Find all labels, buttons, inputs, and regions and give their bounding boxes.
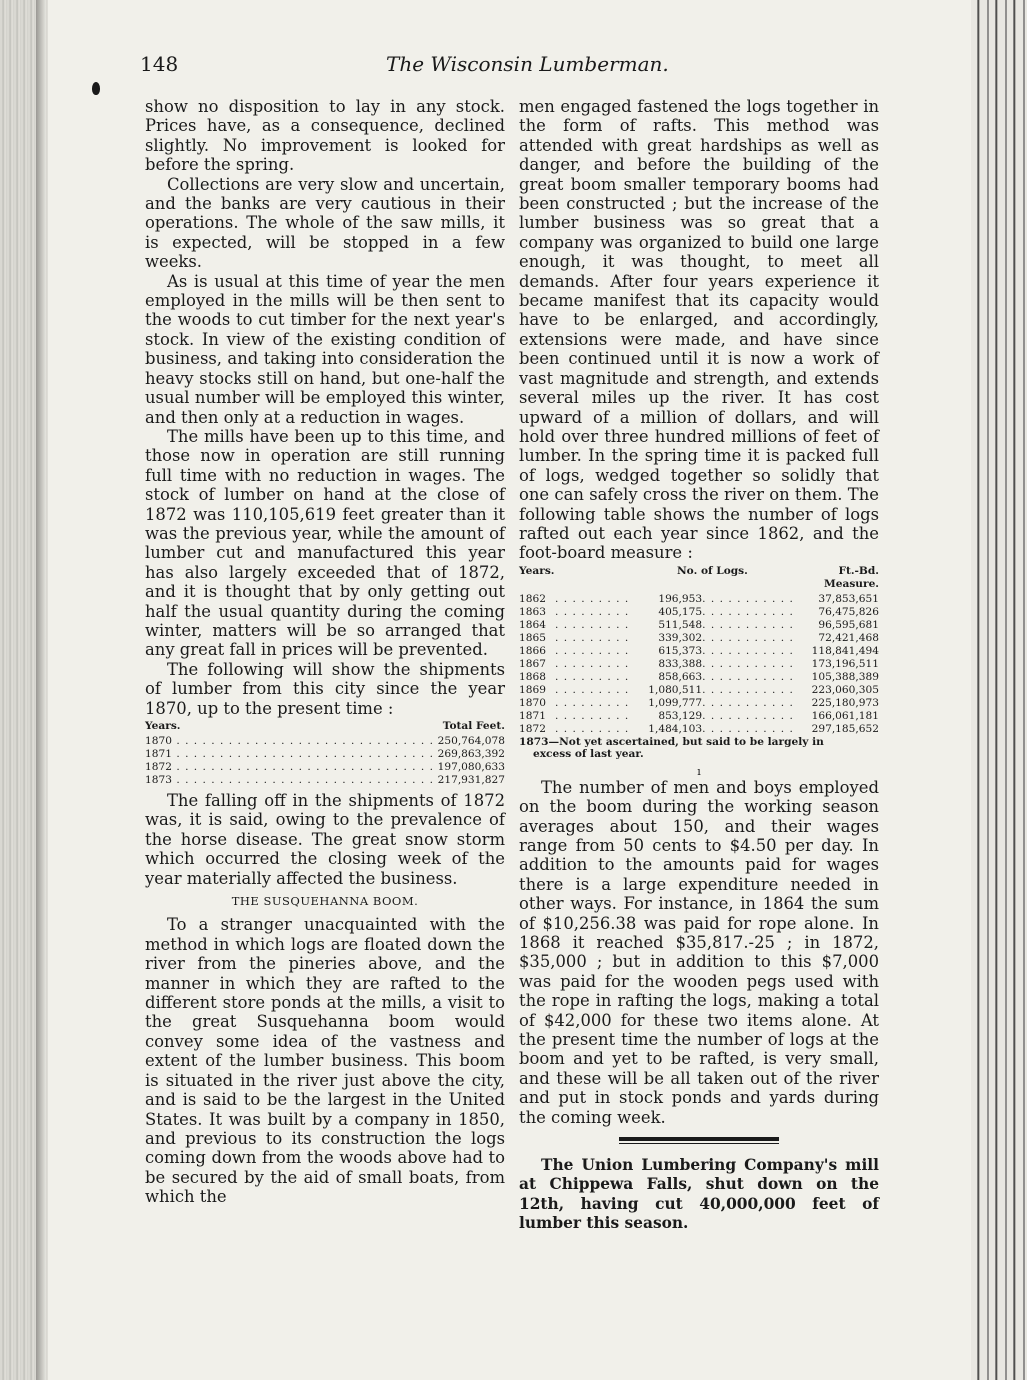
column-header-logs: No. of Logs. [677, 564, 748, 577]
leader-dots [555, 593, 632, 606]
year-cell: 1863 [519, 605, 546, 618]
year-cell: 1864 [519, 618, 546, 631]
leader-dots [702, 710, 797, 723]
table-row [519, 697, 879, 710]
leader-dots [702, 684, 797, 697]
year-cell: 1867 [519, 657, 546, 670]
measure-cell: 96,595,681 [818, 618, 879, 631]
year-cell: 1873 . . . [145, 774, 438, 787]
table-row [519, 723, 879, 736]
table-row [145, 748, 505, 761]
column-header-total-feet: Total Feet. [442, 720, 505, 732]
table-header [519, 565, 879, 591]
leader-dots [702, 619, 797, 632]
paragraph: Collections are very slow and uncertain, and the banks are very cautious in their operations. The whole of the saw mills, it is expected, will be stopped in a few weeks. [145, 174, 505, 272]
paragraph: show no disposition to lay in any stock. Prices have, as a consequence, declined slightly. No improvement is looked for before the spring. [145, 97, 505, 175]
leader-dots [555, 723, 632, 736]
table-row [519, 632, 879, 645]
leader-dots [555, 697, 632, 710]
year-cell: 1869 [519, 683, 546, 696]
measure-cell: 118,841,494 [811, 644, 879, 657]
table-row [519, 658, 879, 671]
logs-cell: 339,302 [658, 631, 703, 644]
section-rule-thin [619, 1143, 779, 1144]
leader-dots [555, 645, 632, 658]
measure-cell: 76,475,826 [818, 605, 879, 618]
table-row [519, 606, 879, 619]
paragraph: The falling off in the shipments of 1872 was, it is said, owing to the prevalence of the horse disease. The great snow storm which occurred the closing week of the year materially affected the business. [145, 791, 505, 888]
logs-cell: 833,388 [658, 657, 703, 670]
section-heading: THE SUSQUEHANNA BOOM. [231, 894, 419, 909]
paragraph: The following will show the shipments of lumber from this city since the year 1870, up to the present time : [145, 659, 505, 718]
year-cell: 1872 [519, 722, 546, 735]
year-cell: 1872 . . . [145, 761, 438, 774]
ink-blot-mark [92, 82, 100, 95]
logs-rafted-table [519, 565, 879, 760]
shipments-table [145, 720, 505, 787]
logs-cell: 858,663 [658, 670, 703, 683]
leader-dots [555, 710, 632, 723]
logs-cell: 511,548 [658, 618, 703, 631]
table-header [145, 720, 505, 733]
column-header-measure: Ft.-Bd. Measure. [823, 564, 879, 590]
news-item-paragraph: The Union Lumbering Company's mill at Chippewa Falls, shut down on the 12th, having cut 40,000,000 feet of lumber this season. [519, 1156, 879, 1233]
feet-cell: 250,764,078 [437, 735, 505, 747]
measure-cell: 72,421,468 [818, 631, 879, 644]
table-note: 1873—Not yet ascertained, but said to be largely in [519, 735, 824, 748]
measure-cell: 297,185,652 [811, 722, 879, 735]
logs-cell: 1,080,511 [648, 683, 703, 696]
leader-dots [702, 697, 797, 710]
logs-cell: 1,099,777 [648, 696, 703, 709]
stray-mark: ı [697, 764, 701, 778]
table-row [519, 671, 879, 684]
logs-cell: 615,373 [658, 644, 703, 657]
year-cell: 1871 [519, 709, 546, 722]
measure-cell: 173,196,511 [811, 657, 879, 670]
section-rule-thick [619, 1137, 779, 1141]
paragraph: To a stranger unacquainted with the method in which logs are floated down the river from the pineries above, and the manner in which they are rafted to the different store ponds at the mills, a visit to the great Susquehanna boom would convey some idea of the vastness and extent of the lumber business. This boom is situated in the river just above the city, and is said to be the largest in the United States. It was built by a company in 1850, and previous to its construction the logs coming down from the woods above had to be secured by the aid of small boats, from which the [145, 915, 505, 1207]
logs-cell: 853,129 [658, 709, 703, 722]
year-cell: 1868 [519, 670, 546, 683]
page-edge-scan [971, 0, 1027, 1380]
leader-dots [702, 632, 797, 645]
table-row [519, 619, 879, 632]
table-note-continued: excess of last year. [533, 747, 644, 760]
measure-cell: 105,388,389 [811, 670, 879, 683]
year-cell: 1870 [519, 696, 546, 709]
leader-dots [555, 684, 632, 697]
page-number: 148 [140, 52, 179, 76]
table-row [519, 684, 879, 697]
logs-cell: 405,175 [658, 605, 703, 618]
table-row [519, 593, 879, 606]
year-cell: 1865 [519, 631, 546, 644]
binding-gutter [0, 0, 48, 1380]
logs-cell: 1,484,103 [648, 722, 703, 735]
feet-cell: 197,080,633 [437, 761, 505, 773]
table-row [145, 774, 505, 787]
leader-dots [702, 723, 797, 736]
year-cell: 1866 [519, 644, 546, 657]
table-row [145, 735, 505, 748]
table-row [519, 645, 879, 658]
leader-dots [555, 658, 632, 671]
leader-dots [702, 658, 797, 671]
right-column [519, 97, 879, 1234]
table-row [519, 710, 879, 723]
running-header [140, 52, 880, 82]
leader-dots [555, 606, 632, 619]
left-column [145, 97, 505, 1207]
paragraph: men engaged fastened the logs together in the form of rafts. This method was attended with great hardships as well as danger, and before the building of the great boom smaller temporary booms had been constructed ; but the increase of the lumber business was so great that a company was organized to build one large enough, it was thought, to meet all demands. After four years experience it became manifest that its capacity would have to be enlarged, and accordingly, extensions were made, and have since been continued until it is now a work of vast magnitude and strength, and extends several miles up the river. It has cost upward of a million of dollars, and will hold over three hundred millions of feet of lumber. In the spring time it is packed full of logs, wedged together so solidly that one can safely cross the river on them. The following table shows the number of logs rafted out each year since 1862, and the foot-board measure : [519, 97, 879, 563]
leader-dots [555, 632, 632, 645]
feet-cell: 269,863,392 [437, 748, 505, 760]
year-cell: 1870 . . . [145, 735, 438, 748]
leader-dots [555, 671, 632, 684]
column-header-years: Years. [519, 564, 555, 577]
running-title: The Wisconsin Lumberman. [386, 52, 669, 76]
measure-cell: 37,853,651 [818, 592, 879, 605]
leader-dots [702, 645, 797, 658]
feet-cell: 217,931,827 [437, 774, 505, 786]
leader-dots [555, 619, 632, 632]
year-cell: 1862 [519, 592, 546, 605]
measure-cell: 225,180,973 [811, 696, 879, 709]
measure-cell: 223,060,305 [811, 683, 879, 696]
paragraph: As is usual at this time of year the men employed in the mills will be then sent to the woods to cut timber for the next year's stock. In view of the existing condition of business, and taking into consideration the heavy stocks still on hand, but one-half the usual number will be employed this winter, and then only at a reduction in wages. [145, 271, 505, 427]
paragraph: The mills have been up to this time, and those now in operation are still running full time with no reduction in wages. The stock of lumber on hand at the close of 1872 was 110,105,619 feet greater than it was the previous year, while the amount of lumber cut and manufactured this year has also largely exceeded that of 1872, and it is thought that by only getting out half the usual quantity during the coming winter, matters will be so arranged that any great fall in prices will be prevented. [145, 426, 505, 660]
year-cell: 1871 . . . [145, 748, 438, 761]
logs-cell: 196,953 [658, 592, 703, 605]
column-header-years: Years. [145, 720, 181, 732]
leader-dots [702, 671, 797, 684]
measure-cell: 166,061,181 [811, 709, 879, 722]
table-row [145, 761, 505, 774]
leader-dots [702, 593, 797, 606]
paragraph: The number of men and boys employed on the boom during the working season averages about 150, and their wages range from 50 cents to $4.50 per day. In addition to the amounts paid for wages there is a large expenditure needed in other ways. For instance, in 1864 the sum of $10,256.38 was paid for rope alone. In 1868 it reached $35,817.-25 ; in 1872, $35,000 ; but in addition to this $7,000 was paid for the wooden pegs used with the rope in rafting the logs, making a total of $42,000 for these two items alone. At the present time the number of logs at the boom and yet to be rafted, is very small, and these will be all taken out of the river and put in stock ponds and yards during the coming week. [519, 777, 879, 1127]
leader-dots [702, 606, 797, 619]
